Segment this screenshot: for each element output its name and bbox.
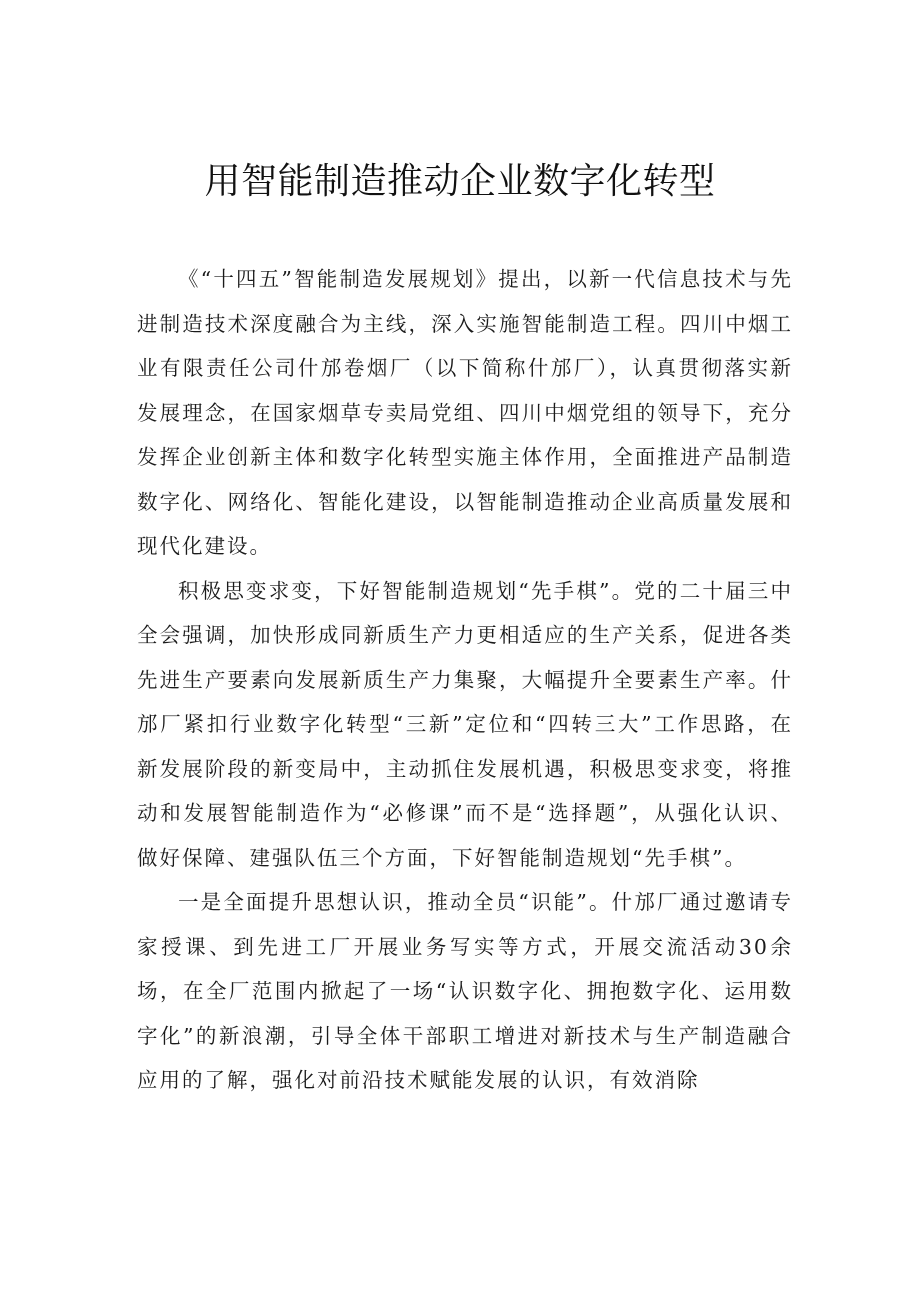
paragraph-planning: 积极思变求变，下好智能制造规划“先手棋”。党的二十届三中全会强调，加快形成同新质生产力更相适应的生产关系，促进各类先进生产要素向发展新质生产力集聚，大幅提升全要素生产率。什邡厂紧扣行业数字化转型“三新”定位和“四转三大”工作思路，在新发展阶段的新变局中，主动抓住发展机遇，积极思变求变，将推动和发展智能制造作为“必修课”而不是“选择题”，从强化认识、做好保障、建强队伍三个方面，下好智能制造规划“先手棋”。 <box>137 578 793 870</box>
paragraph-awareness: 一是全面提升思想认识，推动全员“识能”。什邡厂通过邀请专家授课、到先进工厂开展业务写实等方式，开展交流活动30余场，在全厂范围内掀起了一场“认识数字化、拥抱数字化、运用数字化”的新浪潮，引导全体干部职工增进对新技术与生产制造融合应用的了解，强化对前沿技术赋能发展的认识，有效消除 <box>137 890 793 1092</box>
document-title: 用智能制造推动企业数字化转型 <box>204 161 716 202</box>
document-body <box>137 257 793 1103</box>
paragraph-intro: 《“十四五”智能制造发展规划》提出，以新一代信息技术与先进制造技术深度融合为主线，深入实施智能制造工程。四川中烟工业有限责任公司什邡卷烟厂（以下简称什邡厂），认真贯彻落实新发展理念，在国家烟草专卖局党组、四川中烟党组的领导下，充分发挥企业创新主体和数字化转型实施主体作用，全面推进产品制造数字化、网络化、智能化建设，以智能制造推动企业高质量发展和现代化建设。 <box>137 267 793 558</box>
